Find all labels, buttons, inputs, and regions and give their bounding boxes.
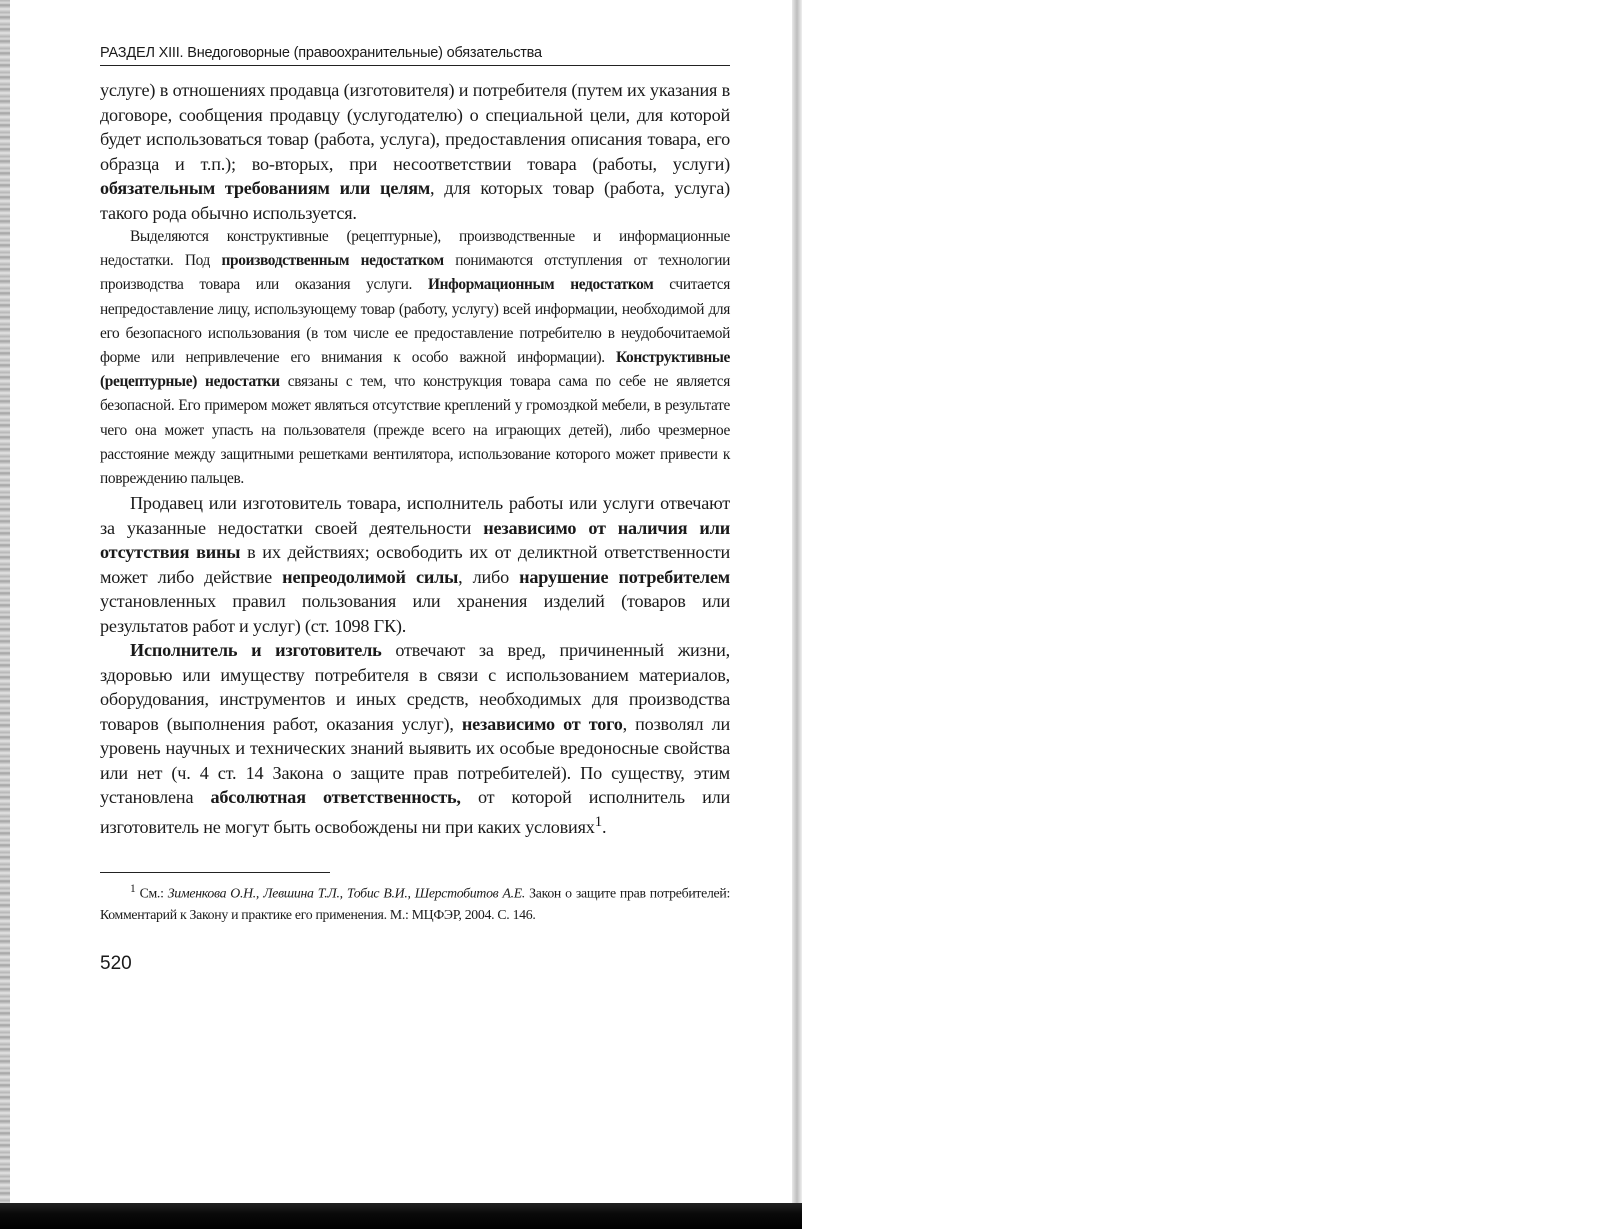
paragraph-4 <box>100 638 730 839</box>
text-span: , для которых товар (работа, услуга) такого рода обычно используется. <box>100 178 731 223</box>
bold-term: Конструктивные (рецептурные) недостатки <box>100 349 730 391</box>
text-span: . <box>602 816 607 837</box>
footnote-authors: Зименкова О.Н., Левшина Т.Л., Тобис В.И., Шерстобитов А.Е. <box>167 885 526 901</box>
text-span: Продавец или изготовитель товара, исполнитель работы или услуги отвечают за указанные недостатки своей деятельности <box>100 493 730 538</box>
bold-term: Исполнитель и изготовитель <box>130 640 382 661</box>
page-number: 520 <box>100 952 132 974</box>
bold-term: Информационным недостатком <box>427 276 654 294</box>
text-span: в их действиях; освободить их от деликтной ответственности может либо действие <box>100 542 730 587</box>
footnote-reference: 1 <box>594 812 603 830</box>
scan-bottom-shadow <box>0 1203 802 1229</box>
text-span: услуге) в отношениях продавца (изготовителя) и потребителя (путем их указания в договоре, сообщения продавцу (услугодателю) о специальной цели, для которой будет использоваться товар (работа, услуга), предоставления описания товара, его образца и т.п.); во-вторых, при несоответствии товара (работы, услуги) <box>100 80 730 174</box>
paragraph-1 <box>100 78 730 225</box>
bold-term: нарушение потребителем <box>519 566 730 587</box>
text-span: от которой исполнитель или изготовитель не могут быть освобождены ни при каких условиях <box>100 787 731 837</box>
bold-term: непреодолимой силы <box>282 566 459 587</box>
running-header: РАЗДЕЛ XIII. Внедоговорные (правоохранительные) обязательства <box>100 45 730 66</box>
text-span: связаны с тем, что конструкция товара сама по себе не является безопасной. Его примером может являться отсутствие креплений у громоздкой мебели, в результате чего она может упасть на пользователя (прежде всего на играющих детей), либо чрезмерное расстояние между защитными решетками вентилятора, использование которого может привести к повреждению пальцев. <box>100 373 730 488</box>
page-edge <box>792 0 802 1229</box>
footnote-separator <box>100 872 330 873</box>
text-span: Закон о защите прав потребителей: Комментарий к Закону и практике его применения. М.: МЦФЭР, 2004. С. 146. <box>100 885 730 922</box>
paragraph-2 <box>100 225 730 491</box>
book-binding-edge <box>0 0 10 1229</box>
text-span: установленных правил пользования или хранения изделий (товаров или результатов работ и услуг) (ст. 1098 ГК). <box>100 591 730 636</box>
bold-term: абсолютная ответственность, <box>210 787 461 808</box>
text-span: понимаются отступления от технологии производства товара или оказания услуги. <box>100 252 731 294</box>
text-span: считается непредоставление лицу, использующему товар (работу, услугу) всей информации, необходимой для его безопасного использования (в том числе ее предоставление потребителю в неудобочитаемой форме или непривлечение его внимания к особо важной информации). <box>100 276 731 367</box>
book-page <box>100 40 730 975</box>
bold-term: независимо от того <box>461 713 623 734</box>
bold-term: независимо от наличия или отсутствия вины <box>100 517 730 563</box>
paragraph-3 <box>100 491 730 638</box>
text-span: См.: <box>135 885 168 901</box>
footnote <box>100 879 730 925</box>
text-span: , позволял ли уровень научных и технических знаний выявить их особые вредоносные свойства или нет (ч. 4 ст. 14 Закона о защите прав потребителей). По существу, этим установлена <box>100 713 730 808</box>
page-body <box>100 78 730 839</box>
bold-term: производственным недостатком <box>221 252 444 270</box>
text-span: , либо <box>458 566 520 587</box>
footnote-mark: 1 <box>130 883 136 896</box>
bold-term: обязательным требованиям или целям <box>100 178 431 198</box>
text-span: Выделяются конструктивные (рецептурные), производственные и информационные недостатки. Под <box>100 228 730 270</box>
text-span: отвечают за вред, причиненный жизни, здоровью или имуществу потребителя в связи с использованием материалов, оборудования, инструментов и иных средств, необходимых для производства товаров (выполнения работ, оказания услуг), <box>100 640 730 734</box>
